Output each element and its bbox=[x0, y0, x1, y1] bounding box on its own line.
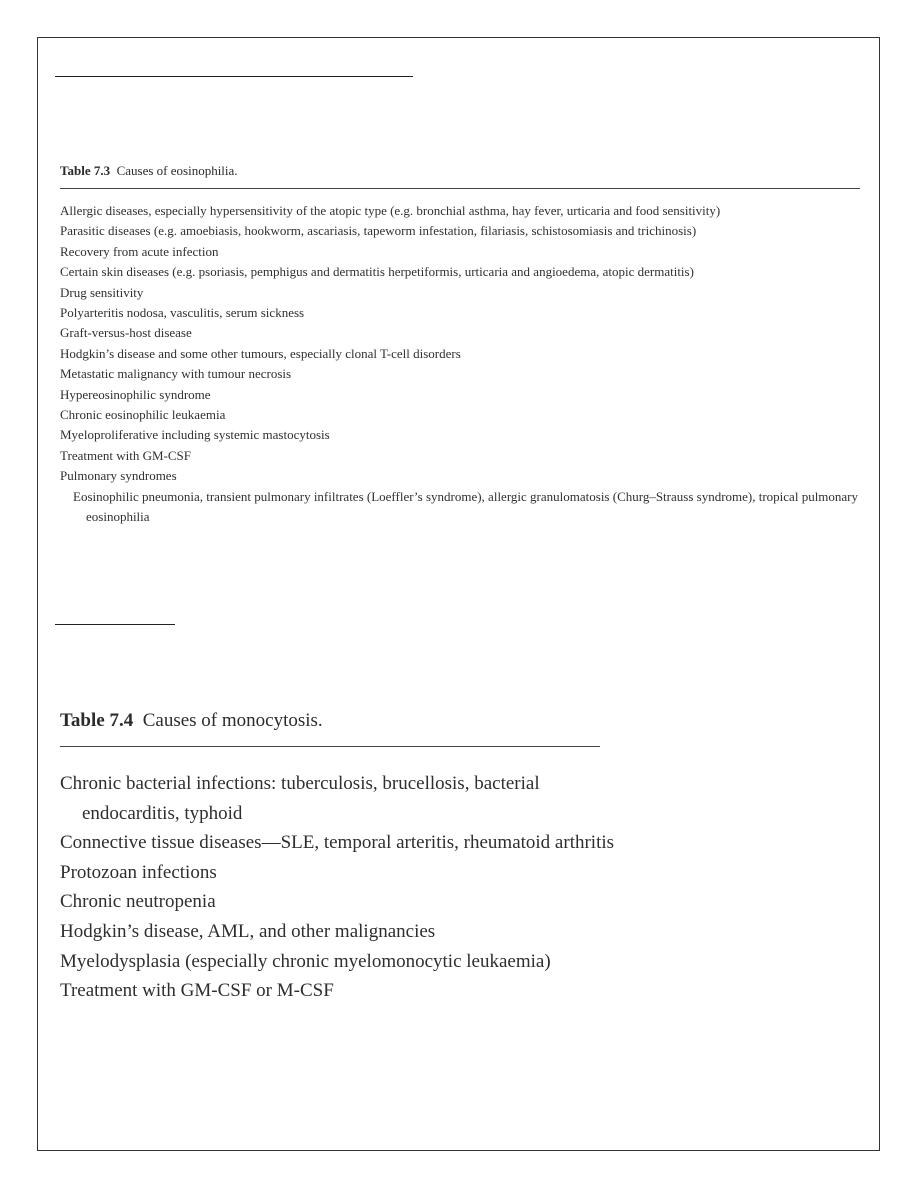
table-7-4-list bbox=[60, 769, 620, 1006]
section-rule bbox=[55, 624, 175, 625]
list-item: Allergic diseases, especially hypersensitivity of the atopic type (e.g. bronchial asthma, hay fever, urticaria and food sensitivity) bbox=[60, 203, 721, 218]
list-item: Hodgkin’s disease, AML, and other malignancies bbox=[60, 920, 436, 942]
list-item: Hypereosinophilic syndrome bbox=[60, 386, 211, 402]
list-item: Chronic eosinophilic leukaemia bbox=[60, 407, 226, 423]
table-7-3-number: Table 7.3 bbox=[60, 163, 111, 178]
table-7-4-title: Causes of monocytosis. bbox=[142, 710, 323, 731]
table-7-3 bbox=[60, 162, 860, 528]
list-item: Drug sensitivity bbox=[60, 284, 144, 300]
table-7-3-list bbox=[60, 201, 860, 528]
table-7-3-title: Causes of eosinophilia. bbox=[116, 163, 238, 178]
list-item: Metastatic malignancy with tumour necrosis bbox=[60, 366, 292, 382]
table-7-4-number: Table 7.4 bbox=[60, 710, 134, 731]
header-rule bbox=[55, 76, 413, 77]
list-item: Chronic neutropenia bbox=[60, 891, 216, 913]
list-item: Treatment with GM-CSF or M-CSF bbox=[60, 980, 334, 1002]
table-7-3-rule bbox=[60, 188, 860, 189]
list-item: Connective tissue diseases—SLE, temporal arteritis, rheumatoid arthritis bbox=[60, 832, 615, 854]
list-item: Hodgkin’s disease and some other tumours, especially clonal T-cell disorders bbox=[60, 345, 461, 361]
table-7-4-rule bbox=[60, 746, 600, 747]
list-item: Parasitic diseases (e.g. amoebiasis, hookworm, ascariasis, tapeworm infestation, filariasis, schistosomiasis and trichinosis) bbox=[60, 223, 697, 239]
list-item: Protozoan infections bbox=[60, 861, 217, 883]
list-item: Polyarteritis nodosa, vasculitis, serum sickness bbox=[60, 305, 305, 321]
table-7-4-caption bbox=[60, 708, 620, 734]
list-item: Graft-versus-host disease bbox=[60, 325, 192, 341]
table-7-3-caption bbox=[60, 162, 860, 180]
list-item: Treatment with GM-CSF bbox=[60, 447, 191, 463]
list-item: Myelodysplasia (especially chronic myelomonocytic leukaemia) bbox=[60, 950, 551, 972]
list-item: Myeloproliferative including systemic mastocytosis bbox=[60, 427, 330, 443]
list-item: Certain skin diseases (e.g. psoriasis, pemphigus and dermatitis herpetiformis, urticaria and angioedema, atopic dermatitis) bbox=[60, 264, 694, 280]
list-subitem: Eosinophilic pneumonia, transient pulmonary infiltrates (Loeffler’s syndrome), allergic granulomatosis (Churg–Strauss syndrome), tropical pulmonary eosinophilia bbox=[73, 488, 859, 525]
list-item: Pulmonary syndromes bbox=[60, 468, 177, 484]
list-item: Recovery from acute infection bbox=[60, 243, 219, 259]
table-7-4 bbox=[60, 708, 620, 1006]
list-item: Chronic bacterial infections: tuberculosis, brucellosis, bacterial endocarditis, typhoid bbox=[60, 773, 540, 824]
